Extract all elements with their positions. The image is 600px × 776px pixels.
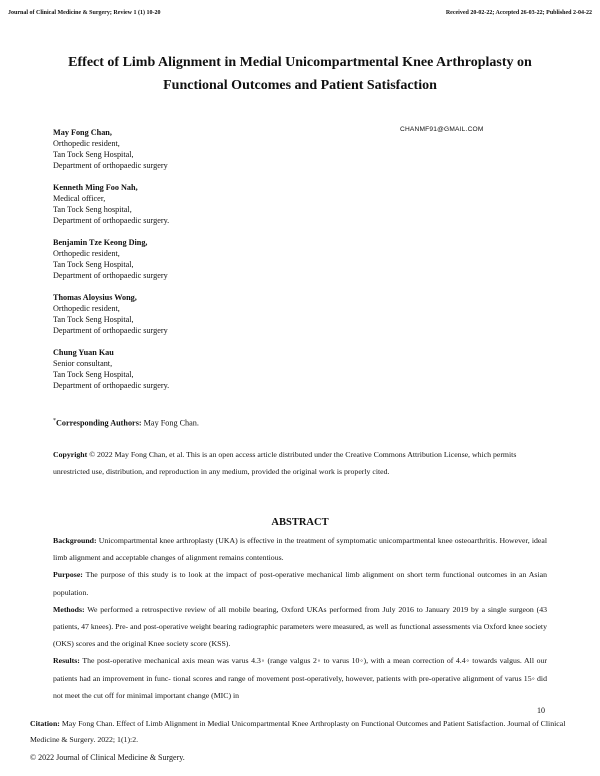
- abstract-results: [53, 652, 547, 704]
- abstract-methods: [53, 601, 547, 653]
- abstract-body: [53, 532, 547, 704]
- author-role: Orthopedic resident,: [53, 304, 120, 313]
- copyright-text: © 2022 May Fong Chan, et al. This is an open access article distributed under the Creative Commons Attribution License, which permits unrestricted use, distribution, and reproduction in any medium, provided the original work is properly cited.: [53, 450, 517, 476]
- author-name: May Fong Chan,: [53, 128, 112, 137]
- results-label: Results:: [53, 656, 80, 666]
- author-institution: Tan Tock Seng Hospital,: [53, 315, 134, 324]
- background-text: Unicompartmental knee arthroplasty (UKA) is effective in the treatment of symptomatic unicompartmental knee osteoarthritis. However, ideal limb alignment and acceptable changes of alignment remains contentious.: [53, 536, 548, 563]
- corresponding-author: [53, 418, 199, 428]
- results-text: The post-operative mechanical axis mean was varus 4.3◦ (range valgus 2◦ to varus 10◦), with a mean correction of 4.4◦ towards valgus. All our patients had an improvement in func- tional scores and range of movement post-operatively, however, patients with pre-operative alignment of varus 15◦ did not meet the cut off for minimal important change (MIC) in: [53, 656, 547, 700]
- author-block: [53, 127, 353, 171]
- journal-reference: Journal of Clinical Medicine & Surgery; Review 1 (1) 10-20: [8, 10, 161, 16]
- author-department: Department of orthopaedic surgery: [53, 326, 168, 335]
- copyright-label: Copyright: [53, 450, 88, 459]
- author-role: Orthopedic resident,: [53, 139, 120, 148]
- abstract-background: [53, 532, 547, 566]
- author-name: Chung Yuan Kau: [53, 348, 114, 357]
- article-title: Effect of Limb Alignment in Medial Unicompartmental Knee Arthroplasty on Functional Outcomes and Patient Satisfaction: [68, 55, 532, 93]
- author-list: [53, 127, 353, 402]
- author-institution: Tan Tock Seng Hospital,: [53, 150, 134, 159]
- author-department: Department of orthopaedic surgery.: [53, 381, 170, 390]
- author-name: Kenneth Ming Foo Nah,: [53, 183, 138, 192]
- copyright-notice: [53, 446, 547, 480]
- abstract-heading: ABSTRACT: [271, 517, 329, 528]
- author-block: [53, 347, 353, 391]
- author-department: Department of orthopaedic surgery: [53, 271, 168, 280]
- page-number: 10: [537, 706, 545, 715]
- journal-copyright: © 2022 Journal of Clinical Medicine & Surgery.: [30, 753, 185, 762]
- citation-label: Citation:: [30, 719, 60, 728]
- author-institution: Tan Tock Seng Hospital,: [53, 370, 134, 379]
- author-department: Department of orthopaedic surgery.: [53, 216, 170, 225]
- purpose-label: Purpose:: [53, 570, 83, 580]
- abstract-purpose: [53, 566, 547, 600]
- author-institution: Tan Tock Seng hospital,: [53, 205, 132, 214]
- author-name: Thomas Aloysius Wong,: [53, 293, 137, 302]
- author-block: [53, 237, 353, 281]
- author-role: Orthopedic resident,: [53, 249, 120, 258]
- corresponding-star: *: [53, 418, 56, 424]
- author-department: Department of orthopaedic surgery: [53, 161, 168, 170]
- corresponding-label: Corresponding Authors:: [56, 418, 142, 428]
- author-role: Senior consultant,: [53, 359, 113, 368]
- purpose-text: The purpose of this study is to look at the impact of post-operative mechanical limb alignment on short term functional outcomes in an Asian population.: [53, 570, 547, 597]
- author-role: Medical officer,: [53, 194, 106, 203]
- methods-text: We performed a retrospective review of all mobile bearing, Oxford UKAs performed from July 2016 to January 2019 by a single surgeon (43 patients, 47 knees). Pre- and post-operative weight bearing radiographic parameters were measured, as well as functional assessments via Oxford knee society (OKS) scores and the original Knee society score (KSS).: [53, 604, 547, 649]
- author-institution: Tan Tock Seng Hospital,: [53, 260, 134, 269]
- author-block: [53, 292, 353, 336]
- author-block: [53, 182, 353, 226]
- citation: [30, 716, 570, 748]
- publication-dates: Received 20-02-22; Accepted 26-03-22; Published 2-04-22: [445, 10, 592, 16]
- author-name: Benjamin Tze Keong Ding,: [53, 238, 148, 247]
- author-email[interactable]: CHANMF91@GMAIL.COM: [400, 126, 484, 133]
- citation-text: May Fong Chan. Effect of Limb Alignment in Medial Unicompartmental Knee Arthroplasty on Functional Outcomes and Patient Satisfaction. Journal of Clinical Medicine & Surgery. 2022; 1(1):2.: [30, 719, 566, 744]
- background-label: Background:: [53, 536, 97, 545]
- corresponding-value: May Fong Chan.: [143, 418, 199, 428]
- methods-label: Methods:: [53, 604, 85, 614]
